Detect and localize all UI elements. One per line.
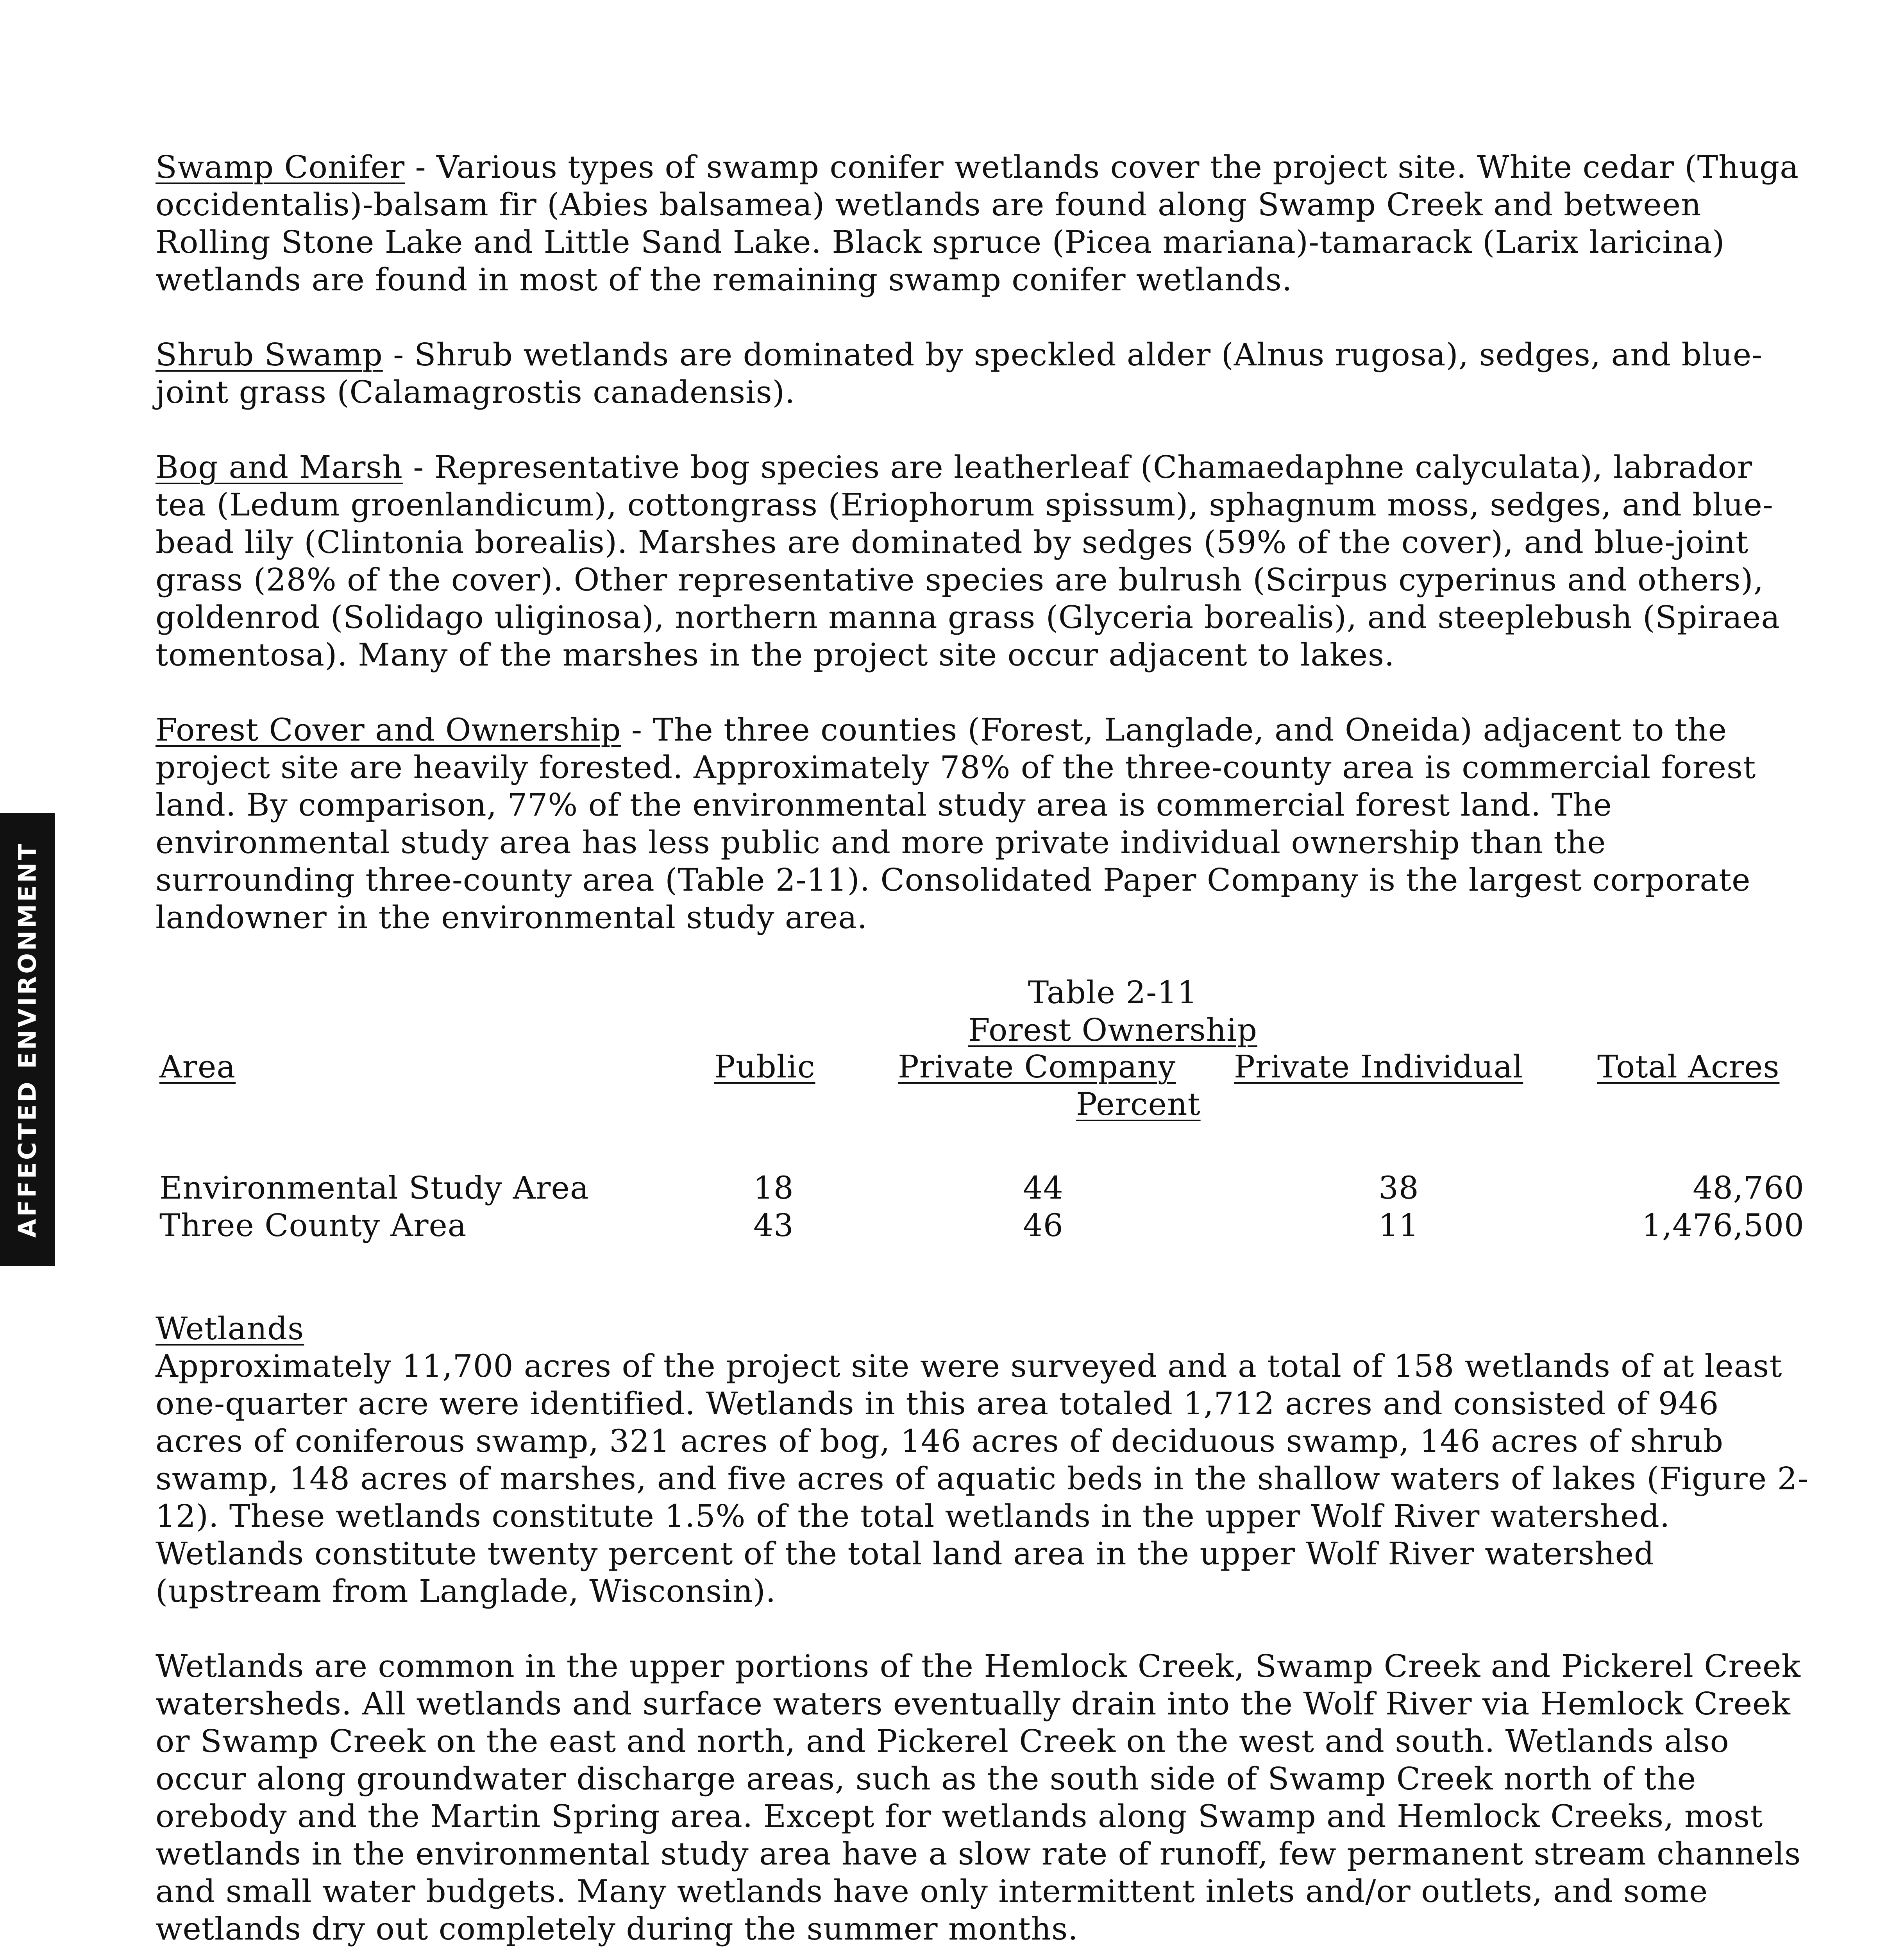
forest-ownership-table: [156, 974, 1812, 1271]
forest-cover-paragraph: [156, 711, 1812, 936]
table-cell-total-acres: 1,476,500: [1641, 1207, 1804, 1244]
table-cell-private-individual: 11: [1378, 1207, 1419, 1244]
table-cell-area: Environmental Study Area: [159, 1170, 589, 1206]
document-body: [156, 149, 1812, 1954]
shrub-swamp-text: - Shrub wetlands are dominated by speckled alder (Alnus rugosa), sedges, and blue-joint grass (Calamagrostis canadensis).: [156, 336, 1763, 410]
shrub-swamp-paragraph: [156, 336, 1812, 411]
wetlands-heading: Wetlands: [156, 1310, 304, 1347]
forest-cover-text: - The three counties (Forest, Langlade, and Oneida) adjacent to the project site are heavily forested. Approximately 78% of the three-county area is commercial forest land. By comparison, 77% of the environmental study area is commercial forest land. The environmental study area has less public and more private individual ownership than the surrounding three-county area (Table 2-11). Consolidated Paper Company is the largest corporate landowner in the environmental study area.: [156, 712, 1756, 936]
wetlands-paragraph-1: Approximately 11,700 acres of the project site were surveyed and a total of 158 wetlands of at least one-quarter acre were identified. Wetlands in this area totaled 1,712 acres and consisted of 946 acres of coniferous swamp, 321 acres of bog, 146 acres of deciduous swamp, 146 acres of shrub swamp, 148 acres of marshes, and five acres of aquatic beds in the shallow waters of lakes (Figure 2-12). These wetlands constitute 1.5% of the total wetlands in the upper Wolf River watershed. Wetlands constitute twenty percent of the total land area in the upper Wolf River watershed (upstream from Langlade, Wisconsin).: [156, 1348, 1809, 1609]
column-header-unit: Percent: [1076, 1086, 1201, 1122]
column-header-private-individual: Private Individual: [1234, 1049, 1523, 1085]
table-title: Forest Ownership: [968, 1012, 1258, 1048]
table-cell-private-individual: 38: [1378, 1170, 1419, 1206]
column-header-private-company: Private Company: [898, 1049, 1176, 1085]
table-cell-private-company: 44: [1023, 1170, 1064, 1206]
table-number: Table 2-11: [1028, 974, 1198, 1011]
column-header-public: Public: [714, 1049, 815, 1085]
section-side-tab: [0, 813, 55, 1266]
table-cell-area: Three County Area: [159, 1207, 467, 1244]
table-cell-private-company: 46: [1023, 1207, 1064, 1244]
swamp-conifer-text: - Various types of swamp conifer wetlands cover the project site. White cedar (Thuga occidentalis)-balsam fir (Abies balsamea) wetlands are found along Swamp Creek and between Rolling Stone Lake and Little Sand Lake. Black spruce (Picea mariana)-tamarack (Larix laricina) wetlands are found in most of the remaining swamp conifer wetlands.: [156, 149, 1799, 298]
bog-marsh-heading: Bog and Marsh: [156, 449, 403, 485]
table-cell-public: 43: [753, 1207, 794, 1244]
bog-marsh-text: - Representative bog species are leatherleaf (Chamaedaphne calyculata), labrador tea (Ledum groenlandicum), cottongrass (Eriophorum spissum), sphagnum moss, sedges, and blue-bead lily (Clintonia borealis). Marshes are dominated by sedges (59% of the cover), and blue-joint grass (28% of the cover). Other representative species are bulrush (Scirpus cyperinus and others), goldenrod (Solidago uliginosa), northern manna grass (Glyceria borealis), and steeplebush (Spiraea tomentosa). Many of the marshes in the project site occur adjacent to lakes.: [156, 449, 1781, 673]
swamp-conifer-paragraph: [156, 149, 1812, 299]
table-cell-public: 18: [753, 1170, 794, 1206]
wetlands-paragraph-2: Wetlands are common in the upper portions of the Hemlock Creek, Swamp Creek and Pickerel Creek watersheds. All wetlands and surface waters eventually drain into the Wolf River via Hemlock Creek or Swamp Creek on the east and north, and Pickerel Creek on the west and south. Wetlands also occur along groundwater discharge areas, such as the south side of Swamp Creek north of the orebody and the Martin Spring area. Except for wetlands along Swamp and Hemlock Creeks, most wetlands in the environmental study area have a slow rate of runoff, few permanent stream channels and small water budgets. Many wetlands have only intermittent inlets and/or outlets, and some wetlands dry out completely during the summer months.: [156, 1648, 1801, 1947]
swamp-conifer-heading: Swamp Conifer: [156, 149, 405, 185]
side-tab-label: AFFECTED ENVIRONMENT: [13, 841, 42, 1238]
column-header-total-acres: Total Acres: [1597, 1049, 1780, 1085]
table-cell-total-acres: 48,760: [1693, 1170, 1804, 1206]
bog-marsh-paragraph: [156, 449, 1812, 674]
shrub-swamp-heading: Shrub Swamp: [156, 336, 383, 373]
forest-cover-heading: Forest Cover and Ownership: [156, 712, 621, 748]
table-caption: [859, 974, 1367, 1049]
column-header-area: Area: [159, 1049, 236, 1085]
